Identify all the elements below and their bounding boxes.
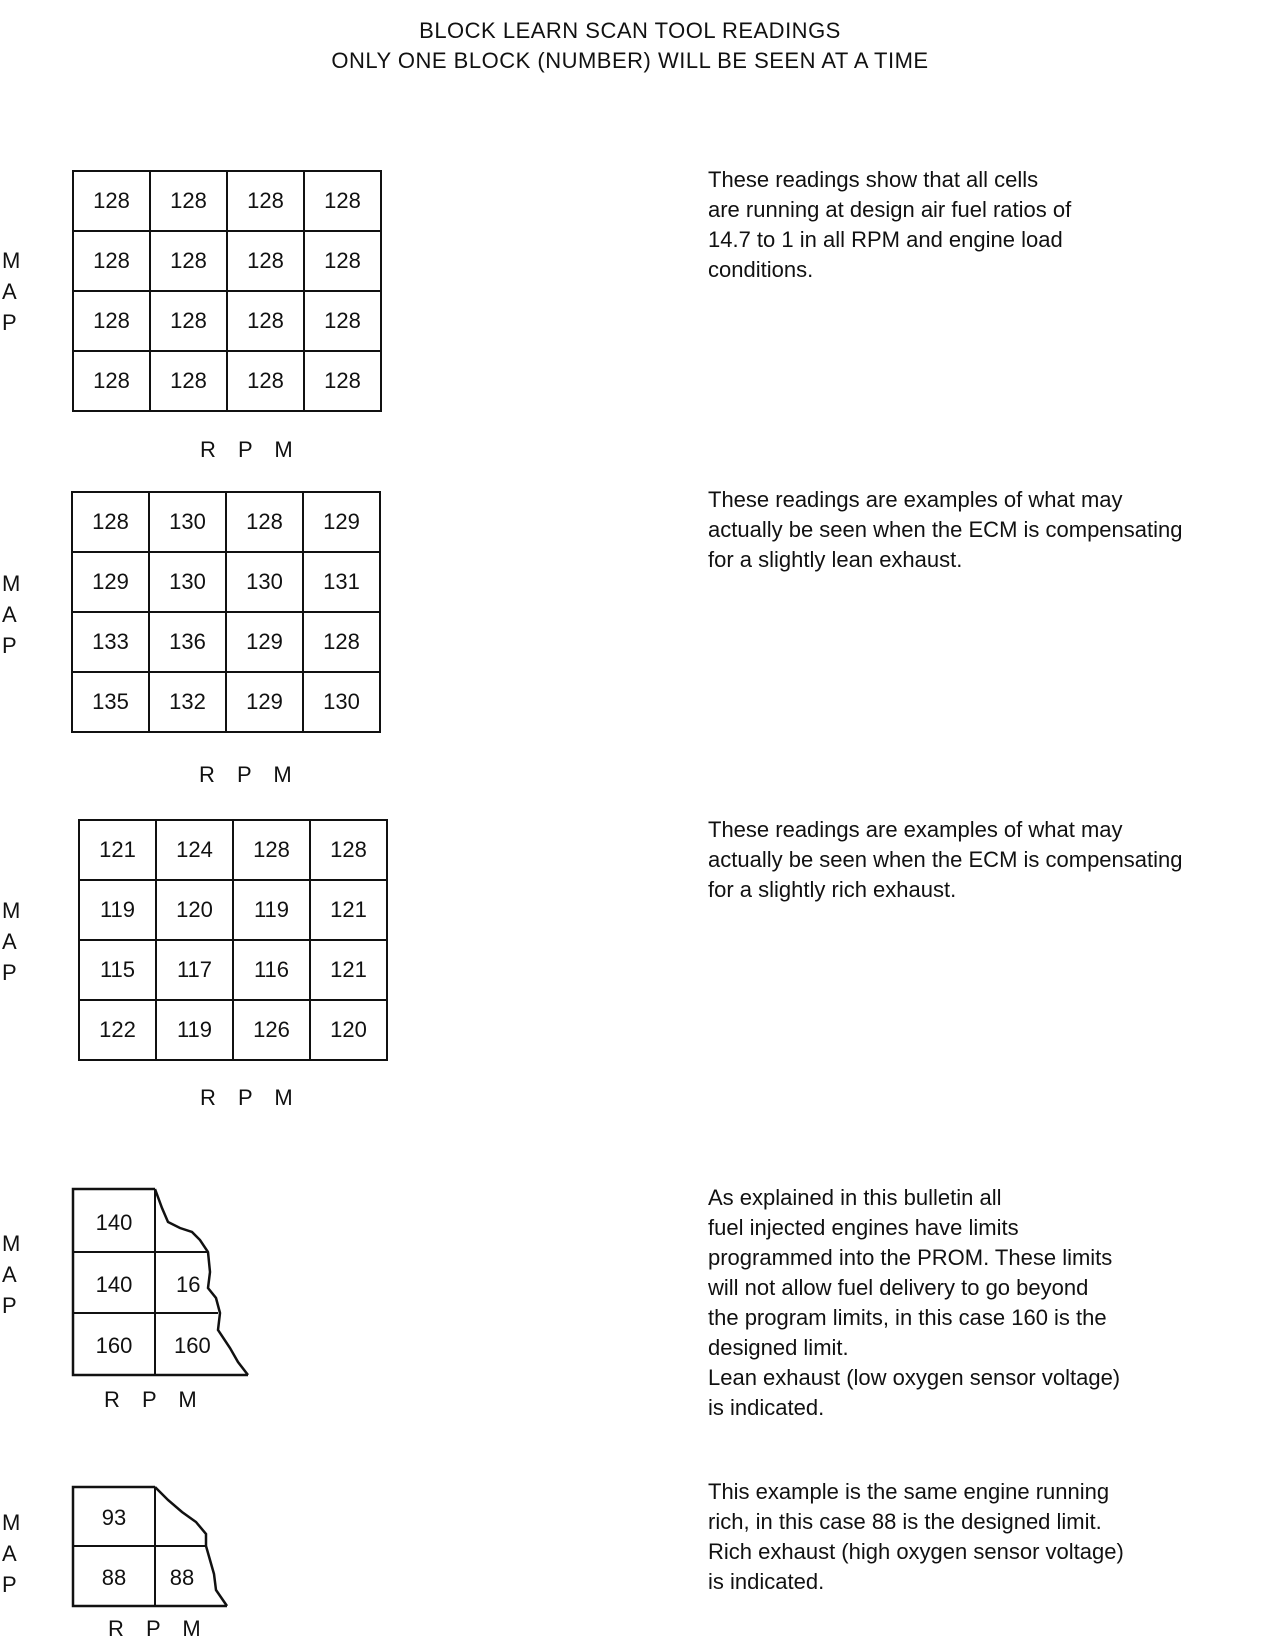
grid-cell: 128	[73, 291, 150, 351]
grid-cell: 121	[79, 820, 156, 880]
grid-cell: 126	[233, 1000, 310, 1060]
grid-cell: 128	[73, 231, 150, 291]
block-learn-grid-1	[72, 170, 382, 412]
grid-cell: 119	[233, 880, 310, 940]
page-title: BLOCK LEARN SCAN TOOL READINGS	[419, 18, 841, 43]
grid-cell: 160	[174, 1333, 211, 1358]
grid-cell: 119	[156, 1000, 233, 1060]
grid-cell: 128	[310, 820, 387, 880]
grid-cell: 130	[149, 492, 226, 552]
grid-cell: 130	[226, 552, 303, 612]
grid-cell: 88	[169, 1565, 195, 1590]
rpm-axis-label: R P M	[104, 1387, 205, 1412]
grid-cell: 120	[310, 1000, 387, 1060]
grid-cell: 140	[95, 1272, 133, 1297]
block-description-5: This example is the same engine running rich, in this case 88 is the designed limit. Rich exhaust (high oxygen sensor voltage) is indicated.	[708, 1479, 1124, 1594]
grid-cell: 128	[150, 231, 227, 291]
map-axis-label: M A P	[2, 248, 21, 335]
grid-cell: 93	[101, 1505, 127, 1530]
rpm-axis-label: R P M	[200, 437, 301, 462]
block-learn-grid-3	[78, 819, 388, 1061]
block-learn-grid-2	[71, 491, 381, 733]
grid-cell: 130	[303, 672, 380, 732]
block-learn-partial-grid-4	[70, 1180, 270, 1385]
grid-cell: 128	[73, 351, 150, 411]
rpm-axis-label: R P M	[199, 762, 300, 787]
grid-cell: 128	[227, 291, 304, 351]
grid-cell: 160	[95, 1333, 133, 1358]
grid-cell: 119	[79, 880, 156, 940]
grid-cell: 115	[79, 940, 156, 1000]
grid-cell: 128	[303, 612, 380, 672]
grid-cell: 128	[226, 492, 303, 552]
grid-cell: 128	[150, 351, 227, 411]
map-axis-label: M A P	[2, 1231, 21, 1318]
grid-cell: 129	[303, 492, 380, 552]
page-subtitle: ONLY ONE BLOCK (NUMBER) WILL BE SEEN AT A TIME	[331, 48, 929, 73]
block-description-4: As explained in this bulletin all fuel injected engines have limits programmed into the PROM. These limits will not allow fuel delivery to go beyond the program limits, in this case 160 is the designed limit. Lean exhaust (low oxygen sensor voltage) is indicated.	[708, 1185, 1121, 1420]
map-axis-label: M A P	[2, 571, 21, 658]
rpm-axis-label: R P M	[108, 1616, 209, 1641]
block-learn-partial-grid-5	[70, 1482, 240, 1617]
grid-cell: 128	[150, 171, 227, 231]
grid-cell: 133	[72, 612, 149, 672]
grid-cell: 121	[310, 880, 387, 940]
grid-cell: 120	[156, 880, 233, 940]
block-description-1: These readings show that all cells are running at design air fuel ratios of 14.7 to 1 in all RPM and engine load conditions.	[708, 167, 1072, 282]
grid-cell: 128	[304, 171, 381, 231]
grid-cell: 117	[156, 940, 233, 1000]
grid-cell: 128	[72, 492, 149, 552]
grid-cell: 129	[72, 552, 149, 612]
grid-cell: 135	[72, 672, 149, 732]
map-axis-label: M A P	[2, 1510, 21, 1597]
grid-cell: 121	[310, 940, 387, 1000]
grid-cell: 131	[303, 552, 380, 612]
grid-cell: 88	[101, 1565, 127, 1590]
grid-cell: 116	[233, 940, 310, 1000]
grid-cell: 124	[156, 820, 233, 880]
grid-cell: 122	[79, 1000, 156, 1060]
block-description-2: These readings are examples of what may actually be seen when the ECM is compensating for a slightly lean exhaust.	[708, 487, 1183, 572]
grid-cell: 128	[73, 171, 150, 231]
grid-cell: 128	[227, 231, 304, 291]
grid-cell: 128	[304, 351, 381, 411]
grid-cell: 129	[226, 612, 303, 672]
grid-cell: 128	[227, 171, 304, 231]
map-axis-label: M A P	[2, 898, 21, 985]
grid-cell: 140	[95, 1210, 133, 1235]
grid-cell: 16	[176, 1272, 201, 1297]
grid-cell: 132	[149, 672, 226, 732]
grid-cell: 128	[233, 820, 310, 880]
grid-cell: 128	[150, 291, 227, 351]
block-description-3: These readings are examples of what may actually be seen when the ECM is compensating for a slightly rich exhaust.	[708, 817, 1183, 902]
grid-cell: 128	[304, 291, 381, 351]
grid-cell: 128	[304, 231, 381, 291]
grid-cell: 130	[149, 552, 226, 612]
rpm-axis-label: R P M	[200, 1085, 301, 1110]
grid-cell: 128	[227, 351, 304, 411]
grid-cell: 136	[149, 612, 226, 672]
grid-cell: 129	[226, 672, 303, 732]
